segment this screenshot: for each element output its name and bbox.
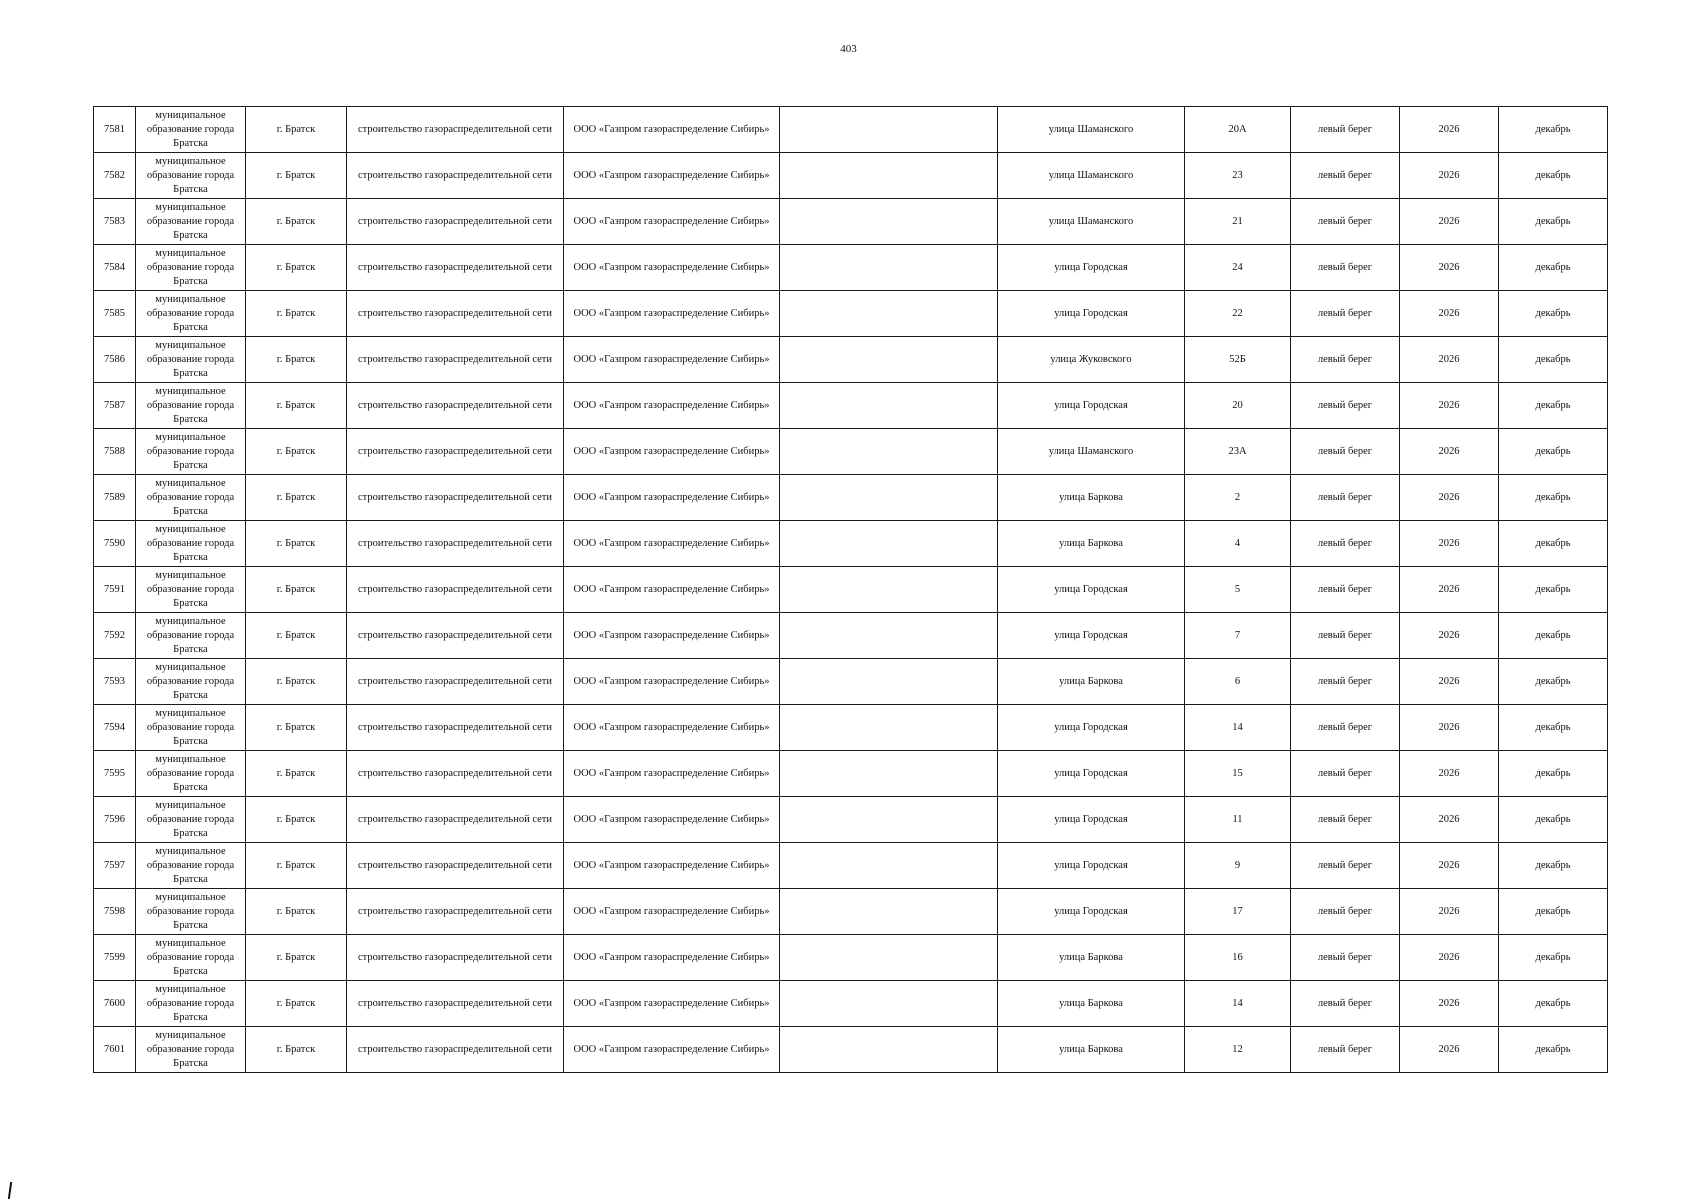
table-row — [94, 291, 1608, 337]
cell-settlement: г. Братск — [246, 797, 347, 843]
cell-municipality: муниципальное образование города Братска — [136, 889, 246, 935]
cell-number: 7591 — [94, 567, 136, 613]
cell-number: 7587 — [94, 383, 136, 429]
table-row — [94, 475, 1608, 521]
cell-organization: ООО «Газпром газораспределение Сибирь» — [564, 705, 780, 751]
cell-municipality: муниципальное образование города Братска — [136, 613, 246, 659]
cell-district: левый берег — [1291, 659, 1400, 705]
cell-house: 20А — [1185, 107, 1291, 153]
cell-year: 2026 — [1400, 981, 1499, 1027]
cell-work-type: строительство газораспределительной сети — [347, 981, 564, 1027]
cell-work-type: строительство газораспределительной сети — [347, 337, 564, 383]
cell-empty — [780, 935, 998, 981]
cell-settlement: г. Братск — [246, 705, 347, 751]
cell-organization: ООО «Газпром газораспределение Сибирь» — [564, 659, 780, 705]
cell-street: улица Баркова — [998, 659, 1185, 705]
cell-settlement: г. Братск — [246, 889, 347, 935]
cell-number: 7582 — [94, 153, 136, 199]
cell-house: 4 — [1185, 521, 1291, 567]
cell-month: декабрь — [1499, 705, 1608, 751]
table-row — [94, 797, 1608, 843]
cell-work-type: строительство газораспределительной сети — [347, 797, 564, 843]
cell-organization: ООО «Газпром газораспределение Сибирь» — [564, 751, 780, 797]
cell-street: улица Шаманского — [998, 107, 1185, 153]
cell-settlement: г. Братск — [246, 107, 347, 153]
cell-municipality: муниципальное образование города Братска — [136, 567, 246, 613]
cell-district: левый берег — [1291, 199, 1400, 245]
cell-work-type: строительство газораспределительной сети — [347, 935, 564, 981]
cell-district: левый берег — [1291, 935, 1400, 981]
cell-street: улица Жуковского — [998, 337, 1185, 383]
cell-district: левый берег — [1291, 889, 1400, 935]
cell-empty — [780, 613, 998, 659]
cell-month: декабрь — [1499, 981, 1608, 1027]
table-row — [94, 1027, 1608, 1073]
cell-empty — [780, 1027, 998, 1073]
cell-month: декабрь — [1499, 475, 1608, 521]
cell-municipality: муниципальное образование города Братска — [136, 107, 246, 153]
table-row — [94, 751, 1608, 797]
cell-work-type: строительство газораспределительной сети — [347, 1027, 564, 1073]
cell-year: 2026 — [1400, 659, 1499, 705]
cell-empty — [780, 337, 998, 383]
cell-month: декабрь — [1499, 107, 1608, 153]
cell-organization: ООО «Газпром газораспределение Сибирь» — [564, 475, 780, 521]
cell-year: 2026 — [1400, 107, 1499, 153]
cell-year: 2026 — [1400, 153, 1499, 199]
cell-house: 15 — [1185, 751, 1291, 797]
cell-number: 7601 — [94, 1027, 136, 1073]
cell-month: декабрь — [1499, 659, 1608, 705]
cell-year: 2026 — [1400, 245, 1499, 291]
cell-empty — [780, 843, 998, 889]
table-row — [94, 429, 1608, 475]
cell-municipality: муниципальное образование города Братска — [136, 199, 246, 245]
cell-municipality: муниципальное образование города Братска — [136, 751, 246, 797]
cell-settlement: г. Братск — [246, 383, 347, 429]
table-row — [94, 107, 1608, 153]
cell-district: левый берег — [1291, 705, 1400, 751]
cell-house: 5 — [1185, 567, 1291, 613]
cell-settlement: г. Братск — [246, 199, 347, 245]
table-row — [94, 705, 1608, 751]
cell-municipality: муниципальное образование города Братска — [136, 521, 246, 567]
cell-district: левый берег — [1291, 521, 1400, 567]
cell-settlement: г. Братск — [246, 935, 347, 981]
cell-number: 7596 — [94, 797, 136, 843]
cell-number: 7588 — [94, 429, 136, 475]
cell-settlement: г. Братск — [246, 751, 347, 797]
cell-empty — [780, 751, 998, 797]
cell-work-type: строительство газораспределительной сети — [347, 843, 564, 889]
cell-month: декабрь — [1499, 291, 1608, 337]
cell-month: декабрь — [1499, 751, 1608, 797]
table-row — [94, 935, 1608, 981]
cell-district: левый берег — [1291, 245, 1400, 291]
cell-empty — [780, 889, 998, 935]
cell-house: 22 — [1185, 291, 1291, 337]
cell-empty — [780, 245, 998, 291]
cell-settlement: г. Братск — [246, 521, 347, 567]
cell-settlement: г. Братск — [246, 475, 347, 521]
cell-settlement: г. Братск — [246, 291, 347, 337]
cell-work-type: строительство газораспределительной сети — [347, 751, 564, 797]
cell-organization: ООО «Газпром газораспределение Сибирь» — [564, 797, 780, 843]
cell-number: 7592 — [94, 613, 136, 659]
table-row — [94, 199, 1608, 245]
cell-number: 7583 — [94, 199, 136, 245]
cell-settlement: г. Братск — [246, 981, 347, 1027]
cell-street: улица Городская — [998, 383, 1185, 429]
cell-month: декабрь — [1499, 337, 1608, 383]
cell-municipality: муниципальное образование города Братска — [136, 475, 246, 521]
cell-municipality: муниципальное образование города Братска — [136, 1027, 246, 1073]
cell-year: 2026 — [1400, 613, 1499, 659]
cell-district: левый берег — [1291, 1027, 1400, 1073]
cell-organization: ООО «Газпром газораспределение Сибирь» — [564, 337, 780, 383]
cell-house: 12 — [1185, 1027, 1291, 1073]
cell-house: 14 — [1185, 981, 1291, 1027]
table-body — [94, 107, 1608, 1073]
cell-settlement: г. Братск — [246, 567, 347, 613]
cell-municipality: муниципальное образование города Братска — [136, 705, 246, 751]
cell-street: улица Баркова — [998, 1027, 1185, 1073]
cell-year: 2026 — [1400, 337, 1499, 383]
cell-district: левый берег — [1291, 107, 1400, 153]
page-number: 403 — [840, 43, 857, 55]
cell-work-type: строительство газораспределительной сети — [347, 705, 564, 751]
cell-number: 7599 — [94, 935, 136, 981]
cell-district: левый берег — [1291, 153, 1400, 199]
cell-month: декабрь — [1499, 935, 1608, 981]
table-row — [94, 245, 1608, 291]
cell-year: 2026 — [1400, 751, 1499, 797]
cell-number: 7585 — [94, 291, 136, 337]
cell-street: улица Городская — [998, 245, 1185, 291]
cell-work-type: строительство газораспределительной сети — [347, 659, 564, 705]
cell-work-type: строительство газораспределительной сети — [347, 383, 564, 429]
cell-year: 2026 — [1400, 1027, 1499, 1073]
cell-number: 7598 — [94, 889, 136, 935]
cell-street: улица Городская — [998, 751, 1185, 797]
cell-month: декабрь — [1499, 429, 1608, 475]
cell-number: 7584 — [94, 245, 136, 291]
cell-number: 7589 — [94, 475, 136, 521]
cell-month: декабрь — [1499, 245, 1608, 291]
table-row — [94, 889, 1608, 935]
cell-number: 7597 — [94, 843, 136, 889]
cell-work-type: строительство газораспределительной сети — [347, 521, 564, 567]
cell-year: 2026 — [1400, 429, 1499, 475]
cell-empty — [780, 107, 998, 153]
cell-district: левый берег — [1291, 981, 1400, 1027]
cell-year: 2026 — [1400, 567, 1499, 613]
cell-year: 2026 — [1400, 935, 1499, 981]
cell-empty — [780, 705, 998, 751]
cell-number: 7586 — [94, 337, 136, 383]
cell-organization: ООО «Газпром газораспределение Сибирь» — [564, 981, 780, 1027]
cell-organization: ООО «Газпром газораспределение Сибирь» — [564, 521, 780, 567]
cell-work-type: строительство газораспределительной сети — [347, 475, 564, 521]
cell-organization: ООО «Газпром газораспределение Сибирь» — [564, 567, 780, 613]
cell-organization: ООО «Газпром газораспределение Сибирь» — [564, 889, 780, 935]
table-row — [94, 613, 1608, 659]
cell-empty — [780, 475, 998, 521]
cell-month: декабрь — [1499, 1027, 1608, 1073]
cell-empty — [780, 291, 998, 337]
table-row — [94, 337, 1608, 383]
table-row — [94, 659, 1608, 705]
cell-number: 7600 — [94, 981, 136, 1027]
cell-organization: ООО «Газпром газораспределение Сибирь» — [564, 613, 780, 659]
cell-empty — [780, 521, 998, 567]
cell-year: 2026 — [1400, 521, 1499, 567]
cell-house: 9 — [1185, 843, 1291, 889]
cell-year: 2026 — [1400, 383, 1499, 429]
cell-organization: ООО «Газпром газораспределение Сибирь» — [564, 1027, 780, 1073]
cell-organization: ООО «Газпром газораспределение Сибирь» — [564, 843, 780, 889]
cell-municipality: муниципальное образование города Братска — [136, 981, 246, 1027]
cell-year: 2026 — [1400, 797, 1499, 843]
cell-settlement: г. Братск — [246, 153, 347, 199]
cell-organization: ООО «Газпром газораспределение Сибирь» — [564, 429, 780, 475]
cell-street: улица Баркова — [998, 521, 1185, 567]
cell-year: 2026 — [1400, 705, 1499, 751]
cell-month: декабрь — [1499, 567, 1608, 613]
cell-organization: ООО «Газпром газораспределение Сибирь» — [564, 935, 780, 981]
cell-settlement: г. Братск — [246, 659, 347, 705]
cell-settlement: г. Братск — [246, 1027, 347, 1073]
cell-district: левый берег — [1291, 843, 1400, 889]
cell-municipality: муниципальное образование города Братска — [136, 935, 246, 981]
table-row — [94, 153, 1608, 199]
cell-number: 7581 — [94, 107, 136, 153]
cell-year: 2026 — [1400, 843, 1499, 889]
cell-number: 7595 — [94, 751, 136, 797]
cell-empty — [780, 383, 998, 429]
table-row — [94, 567, 1608, 613]
cell-settlement: г. Братск — [246, 429, 347, 475]
cell-house: 6 — [1185, 659, 1291, 705]
cell-house: 16 — [1185, 935, 1291, 981]
cell-house: 20 — [1185, 383, 1291, 429]
cell-settlement: г. Братск — [246, 337, 347, 383]
cell-district: левый берег — [1291, 429, 1400, 475]
cell-month: декабрь — [1499, 153, 1608, 199]
cell-month: декабрь — [1499, 383, 1608, 429]
table-row — [94, 843, 1608, 889]
cell-municipality: муниципальное образование города Братска — [136, 245, 246, 291]
cell-work-type: строительство газораспределительной сети — [347, 567, 564, 613]
cell-month: декабрь — [1499, 797, 1608, 843]
cell-municipality: муниципальное образование города Братска — [136, 843, 246, 889]
cell-house: 2 — [1185, 475, 1291, 521]
cell-month: декабрь — [1499, 521, 1608, 567]
cell-number: 7590 — [94, 521, 136, 567]
cell-municipality: муниципальное образование города Братска — [136, 337, 246, 383]
cell-month: декабрь — [1499, 889, 1608, 935]
cell-empty — [780, 981, 998, 1027]
margin-mark — [8, 1182, 12, 1199]
cell-organization: ООО «Газпром газораспределение Сибирь» — [564, 153, 780, 199]
cell-street: улица Городская — [998, 843, 1185, 889]
cell-work-type: строительство газораспределительной сети — [347, 429, 564, 475]
cell-street: улица Шаманского — [998, 429, 1185, 475]
cell-district: левый берег — [1291, 797, 1400, 843]
cell-municipality: муниципальное образование города Братска — [136, 153, 246, 199]
cell-district: левый берег — [1291, 291, 1400, 337]
cell-street: улица Городская — [998, 705, 1185, 751]
cell-empty — [780, 429, 998, 475]
cell-settlement: г. Братск — [246, 245, 347, 291]
cell-street: улица Городская — [998, 797, 1185, 843]
cell-municipality: муниципальное образование города Братска — [136, 383, 246, 429]
cell-organization: ООО «Газпром газораспределение Сибирь» — [564, 107, 780, 153]
table-row — [94, 981, 1608, 1027]
cell-month: декабрь — [1499, 613, 1608, 659]
cell-municipality: муниципальное образование города Братска — [136, 797, 246, 843]
cell-district: левый берег — [1291, 751, 1400, 797]
cell-year: 2026 — [1400, 291, 1499, 337]
cell-district: левый берег — [1291, 475, 1400, 521]
cell-organization: ООО «Газпром газораспределение Сибирь» — [564, 245, 780, 291]
cell-street: улица Баркова — [998, 981, 1185, 1027]
cell-work-type: строительство газораспределительной сети — [347, 107, 564, 153]
cell-district: левый берег — [1291, 337, 1400, 383]
cell-district: левый берег — [1291, 383, 1400, 429]
cell-house: 23А — [1185, 429, 1291, 475]
cell-municipality: муниципальное образование города Братска — [136, 429, 246, 475]
cell-work-type: строительство газораспределительной сети — [347, 291, 564, 337]
cell-district: левый берег — [1291, 567, 1400, 613]
cell-empty — [780, 659, 998, 705]
cell-district: левый берег — [1291, 613, 1400, 659]
cell-empty — [780, 797, 998, 843]
cell-organization: ООО «Газпром газораспределение Сибирь» — [564, 383, 780, 429]
cell-municipality: муниципальное образование города Братска — [136, 291, 246, 337]
cell-house: 24 — [1185, 245, 1291, 291]
table-row — [94, 521, 1608, 567]
cell-work-type: строительство газораспределительной сети — [347, 245, 564, 291]
cell-street: улица Шаманского — [998, 153, 1185, 199]
cell-street: улица Баркова — [998, 475, 1185, 521]
cell-empty — [780, 153, 998, 199]
cell-year: 2026 — [1400, 475, 1499, 521]
cell-month: декабрь — [1499, 843, 1608, 889]
cell-street: улица Баркова — [998, 935, 1185, 981]
cell-house: 23 — [1185, 153, 1291, 199]
cell-work-type: строительство газораспределительной сети — [347, 613, 564, 659]
cell-year: 2026 — [1400, 889, 1499, 935]
cell-settlement: г. Братск — [246, 613, 347, 659]
cell-house: 17 — [1185, 889, 1291, 935]
cell-work-type: строительство газораспределительной сети — [347, 153, 564, 199]
cell-number: 7594 — [94, 705, 136, 751]
cell-empty — [780, 199, 998, 245]
cell-organization: ООО «Газпром газораспределение Сибирь» — [564, 291, 780, 337]
cell-municipality: муниципальное образование города Братска — [136, 659, 246, 705]
cell-house: 21 — [1185, 199, 1291, 245]
table-row — [94, 383, 1608, 429]
cell-street: улица Городская — [998, 567, 1185, 613]
cell-house: 11 — [1185, 797, 1291, 843]
cell-street: улица Городская — [998, 613, 1185, 659]
cell-work-type: строительство газораспределительной сети — [347, 889, 564, 935]
cell-organization: ООО «Газпром газораспределение Сибирь» — [564, 199, 780, 245]
cell-house: 7 — [1185, 613, 1291, 659]
cell-empty — [780, 567, 998, 613]
cell-street: улица Городская — [998, 889, 1185, 935]
cell-month: декабрь — [1499, 199, 1608, 245]
cell-year: 2026 — [1400, 199, 1499, 245]
cell-settlement: г. Братск — [246, 843, 347, 889]
cell-house: 52Б — [1185, 337, 1291, 383]
cell-street: улица Городская — [998, 291, 1185, 337]
cell-work-type: строительство газораспределительной сети — [347, 199, 564, 245]
gas-network-table — [93, 106, 1608, 1073]
cell-house: 14 — [1185, 705, 1291, 751]
cell-street: улица Шаманского — [998, 199, 1185, 245]
cell-number: 7593 — [94, 659, 136, 705]
